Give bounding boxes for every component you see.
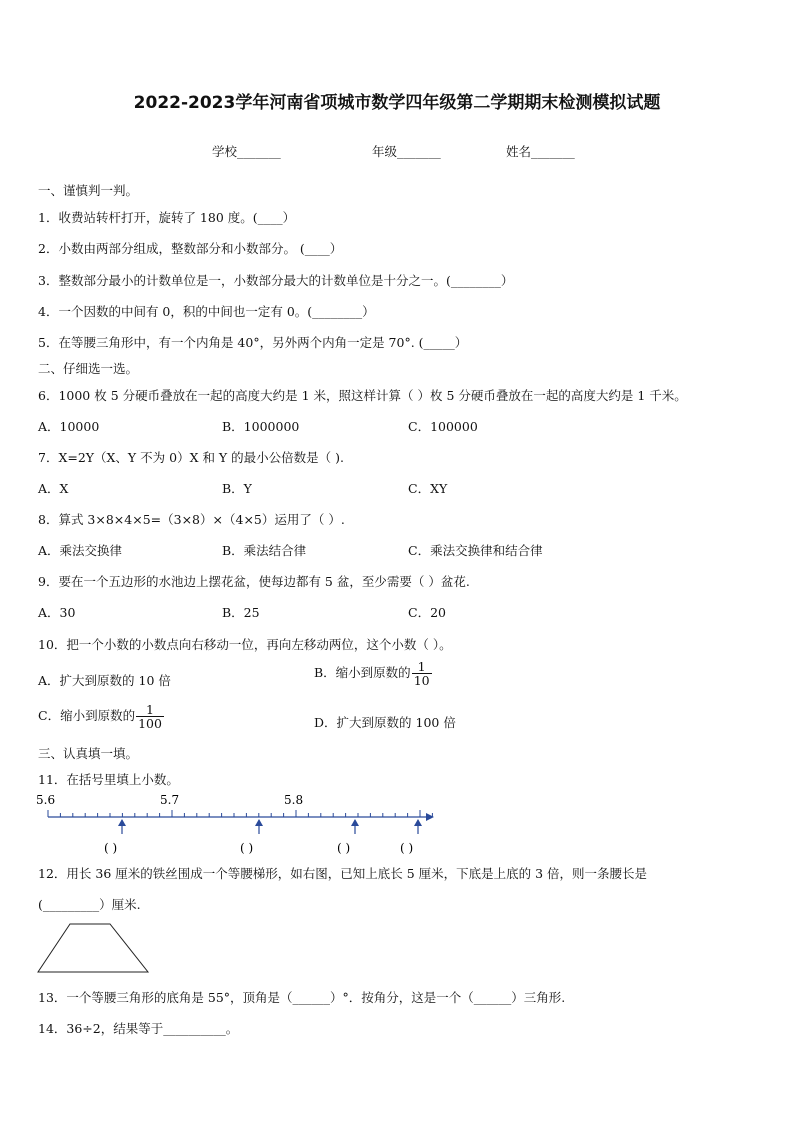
question-9-option-c: C．20 <box>408 605 446 620</box>
number-line-figure <box>30 790 440 856</box>
grade-field: 年级_______ <box>372 144 441 159</box>
page-title: 2022-2023学年河南省项城市数学四年级第二学期期末检测模拟试题 <box>133 93 661 113</box>
name-field: 姓名_______ <box>506 144 575 159</box>
question-8: 8．算式 3×8×4×5=（3×8）×（4×5）运用了（ ）. <box>38 512 345 527</box>
question-6-option-b: B．1000000 <box>222 419 300 434</box>
tick-label-5-8: 5.8 <box>284 793 304 807</box>
question-4: 4．一个因数的中间有 0，积的中间也一定有 0。(________） <box>38 304 375 319</box>
question-10-option-b <box>314 660 432 687</box>
question-12-line-1: 12．用长 36 厘米的铁丝围成一个等腰梯形，如右图，已知上底长 5 厘米，下底是上底的 3 倍，则一条腰长是 <box>38 866 648 881</box>
question-9-option-b: B．25 <box>222 605 260 620</box>
question-6: 6．1000 枚 5 分硬币叠放在一起的高度大约是 1 米，照这样计算（ ）枚 5 分硬币叠放在一起的高度大约是 1 千米。 <box>38 388 687 403</box>
question-5: 5．在等腰三角形中，有一个内角是 40°，另外两个内角一定是 70°. (_____） <box>38 335 468 350</box>
question-6-option-a: A．10000 <box>38 419 100 434</box>
section-heading-choose: 二、仔细选一选。 <box>38 361 139 376</box>
number-line-ticks <box>48 810 432 817</box>
school-field: 学校_______ <box>212 144 281 159</box>
option-b-text: B．缩小到原数的 <box>314 665 411 681</box>
question-2: 2．小数由两部分组成，整数部分和小数部分。 (____） <box>38 241 343 256</box>
question-8-option-b: B．乘法结合律 <box>222 543 307 558</box>
question-8-option-a: A．乘法交换律 <box>38 543 123 558</box>
question-7-option-b: B．Y <box>222 481 252 496</box>
question-10-option-c <box>38 703 164 730</box>
question-7-option-a: A．X <box>38 481 69 496</box>
question-9: 9．要在一个五边形的水池边上摆花盆，使每边都有 5 盆，至少需要（ ）盆花. <box>38 574 470 589</box>
fraction-numerator: 1 <box>417 659 426 674</box>
question-10-option-a: A．扩大到原数的 10 倍 <box>38 673 171 688</box>
trapezoid-figure <box>34 920 152 976</box>
question-7-option-c: C．XY <box>408 481 448 496</box>
question-1: 1．收费站转杆打开，旋转了 180 度。(____） <box>38 210 296 225</box>
fraction-denominator: 100 <box>138 716 162 732</box>
question-10-option-d: D．扩大到原数的 100 倍 <box>314 715 456 730</box>
question-13: 13．一个等腰三角形的底角是 55°，顶角是（______）°．按角分，这是一个（______）三角形. <box>38 990 566 1005</box>
section-heading-fill: 三、认真填一填。 <box>38 746 139 761</box>
tick-label-5-6: 5.6 <box>36 793 56 807</box>
question-9-option-a: A．30 <box>38 605 76 620</box>
answer-blank-1: ( ) <box>104 841 118 855</box>
fraction-denominator: 10 <box>413 673 430 689</box>
fraction-one-hundredth <box>136 703 164 730</box>
answer-blank-2: ( ) <box>240 841 254 855</box>
isosceles-trapezoid <box>38 924 148 972</box>
question-3: 3．整数部分最小的计数单位是一，小数部分最大的计数单位是十分之一。(________） <box>38 273 514 288</box>
question-6-option-c: C．100000 <box>408 419 478 434</box>
question-12-line-2: (_________）厘米. <box>38 897 141 912</box>
question-7: 7．X=2Y（X、Y 不为 0）X 和 Y 的最小公倍数是（ ). <box>38 450 344 465</box>
pointer-arrow-2-head <box>255 819 263 826</box>
answer-blank-4: ( ) <box>400 841 414 855</box>
pointer-arrows <box>118 819 422 834</box>
question-10: 10．把一个小数的小数点向右移动一位，再向左移动两位，这个小数（ ）。 <box>38 637 452 652</box>
tick-label-5-7: 5.7 <box>160 793 180 807</box>
section-heading-judge: 一、谨慎判一判。 <box>38 183 139 198</box>
question-8-option-c: C．乘法交换律和结合律 <box>408 543 543 558</box>
fraction-numerator: 1 <box>146 702 154 717</box>
pointer-arrow-1-head <box>118 819 126 826</box>
question-14: 14．36÷2，结果等于__________。 <box>38 1021 239 1036</box>
fraction-one-tenth <box>412 660 432 687</box>
answer-blank-3: ( ) <box>337 841 351 855</box>
pointer-arrow-4-head <box>414 819 422 826</box>
pointer-arrow-3-head <box>351 819 359 826</box>
option-c-text: C．缩小到原数的 <box>38 708 136 724</box>
question-11: 11．在括号里填上小数。 <box>38 772 179 787</box>
